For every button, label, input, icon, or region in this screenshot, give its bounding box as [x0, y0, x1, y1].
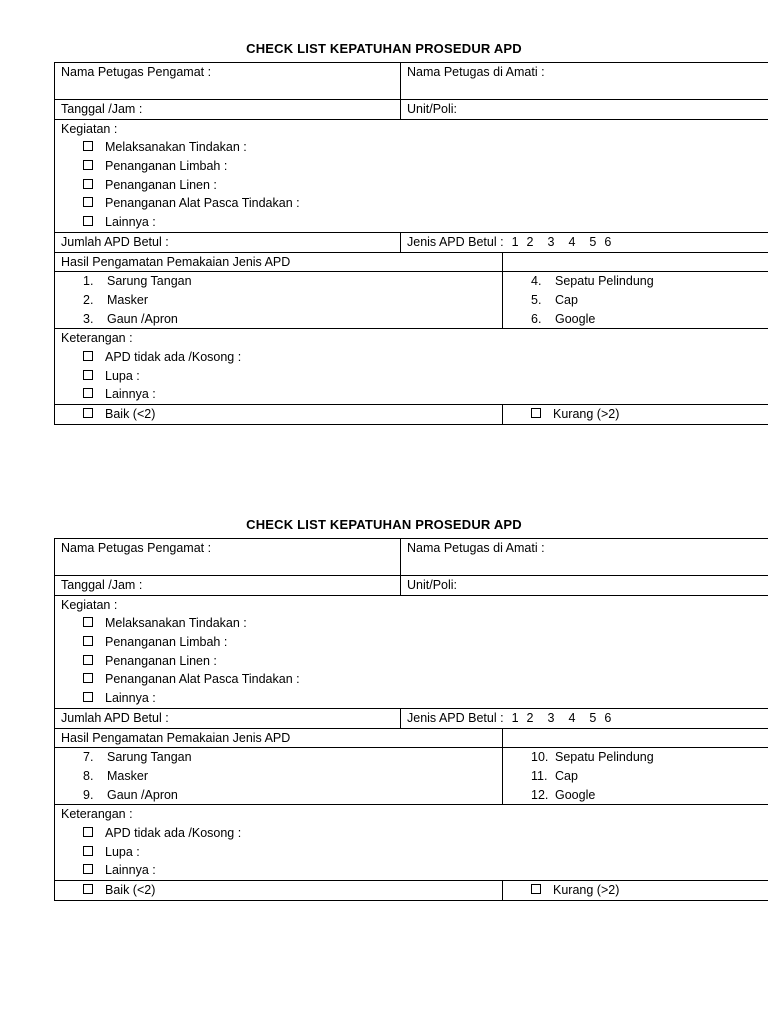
apd-item — [61, 310, 496, 329]
hasil-label: Hasil Pengamatan Pemakaian Jenis APD — [61, 254, 291, 269]
apd-item-number: 4. — [531, 274, 542, 289]
nama-diamati-cell[interactable] — [401, 539, 768, 576]
hasil-empty-cell — [503, 728, 768, 748]
kegiatan-item[interactable] — [61, 633, 768, 652]
keterangan-item[interactable] — [61, 367, 768, 386]
apd-left-list — [55, 748, 503, 805]
baik-label: Baik (<2) — [105, 883, 156, 898]
checklist-table — [54, 62, 768, 425]
tanggal-jam-label: Tanggal /Jam : — [61, 578, 143, 592]
tanggal-jam-label: Tanggal /Jam : — [61, 102, 143, 116]
kegiatan-item-label: Penanganan Limbah : — [105, 159, 228, 174]
apd-item-number: 7. — [83, 750, 94, 765]
checkbox-icon[interactable] — [83, 408, 93, 418]
jenis-number[interactable]: 1 — [511, 710, 519, 725]
checkbox-icon[interactable] — [83, 160, 93, 170]
checkbox-icon[interactable] — [83, 655, 93, 665]
checkbox-icon[interactable] — [83, 141, 93, 151]
apd-item — [509, 310, 768, 329]
keterangan-item-label: Lainnya : — [105, 387, 156, 402]
jenis-apd-numbers — [504, 711, 612, 725]
unit-poli-label: Unit/Poli: — [407, 102, 458, 116]
jumlah-apd-label: Jumlah APD Betul : — [61, 710, 169, 725]
hasil-empty-cell — [503, 252, 768, 272]
jenis-apd-label: Jenis APD Betul : — [407, 710, 504, 725]
jenis-number[interactable]: 3 — [547, 710, 555, 725]
hasil-label-cell — [55, 252, 503, 272]
form-title: CHECK LIST KEPATUHAN PROSEDUR APD — [246, 517, 522, 532]
nama-diamati-cell[interactable] — [401, 63, 768, 100]
kegiatan-item-label: Penanganan Linen : — [105, 653, 217, 668]
apd-item — [509, 272, 768, 291]
apd-item-label: Cap — [555, 292, 578, 307]
kurang-label: Kurang (>2) — [553, 407, 620, 422]
nama-pengamat-cell[interactable] — [55, 63, 401, 100]
jenis-apd-label: Jenis APD Betul : — [407, 234, 504, 249]
checklist-table — [54, 538, 768, 901]
apd-right-list — [503, 272, 768, 329]
checkbox-icon[interactable] — [83, 197, 93, 207]
checkbox-icon[interactable] — [83, 846, 93, 856]
checkbox-icon[interactable] — [83, 351, 93, 361]
kegiatan-item[interactable] — [61, 689, 768, 708]
kegiatan-label: Kegiatan : — [61, 597, 118, 612]
kegiatan-item[interactable] — [61, 614, 768, 633]
jenis-number[interactable]: 2 — [526, 710, 534, 725]
tanggal-jam-cell[interactable] — [55, 576, 401, 596]
apd-item-number: 1. — [83, 274, 94, 289]
kegiatan-item-label: Lainnya : — [105, 215, 156, 230]
apd-item-number: 2. — [83, 292, 94, 307]
kegiatan-item[interactable] — [61, 176, 768, 195]
hasil-label: Hasil Pengamatan Pemakaian Jenis APD — [61, 730, 291, 745]
kegiatan-item[interactable] — [61, 213, 768, 232]
kurang-cell[interactable] — [503, 405, 768, 425]
nama-pengamat-label: Nama Petugas Pengamat : — [61, 65, 212, 79]
kegiatan-item-label: Melaksanakan Tindakan : — [105, 140, 247, 155]
checkbox-icon[interactable] — [83, 216, 93, 226]
jenis-apd-cell[interactable] — [401, 232, 768, 252]
apd-item-label: Cap — [555, 768, 578, 783]
apd-item-number: 3. — [83, 311, 94, 326]
jenis-number[interactable]: 3 — [547, 234, 555, 249]
kegiatan-section — [55, 595, 768, 708]
checkbox-icon[interactable] — [83, 636, 93, 646]
kegiatan-item[interactable] — [61, 652, 768, 671]
unit-poli-cell[interactable] — [401, 576, 768, 596]
checklist-form-1 — [54, 40, 714, 425]
keterangan-item[interactable] — [61, 385, 768, 404]
checkbox-icon[interactable] — [83, 673, 93, 683]
apd-item — [509, 748, 768, 767]
apd-item-label: Sepatu Pelindung — [555, 274, 654, 289]
apd-item-number: 5. — [531, 292, 542, 307]
jumlah-apd-label: Jumlah APD Betul : — [61, 234, 169, 249]
apd-item-number: 11. — [531, 768, 548, 783]
apd-item — [61, 786, 496, 805]
baik-cell[interactable] — [55, 881, 503, 901]
checkbox-icon[interactable] — [531, 408, 541, 418]
kegiatan-item-label: Melaksanakan Tindakan : — [105, 616, 247, 631]
apd-item-label: Masker — [107, 768, 148, 783]
keterangan-item-label: APD tidak ada /Kosong : — [105, 825, 242, 840]
apd-item — [509, 786, 768, 805]
kegiatan-item-label: Penanganan Alat Pasca Tindakan : — [105, 196, 300, 211]
keterangan-item-label: Lainnya : — [105, 863, 156, 878]
jenis-number[interactable]: 6 — [604, 234, 612, 249]
kegiatan-label: Kegiatan : — [61, 121, 118, 136]
checkbox-icon[interactable] — [531, 884, 541, 894]
jenis-apd-numbers — [504, 235, 612, 249]
keterangan-section — [55, 805, 768, 881]
checkbox-icon[interactable] — [83, 864, 93, 874]
apd-item-label: Sepatu Pelindung — [555, 750, 654, 765]
kurang-label: Kurang (>2) — [553, 883, 620, 898]
baik-label: Baik (<2) — [105, 407, 156, 422]
keterangan-item[interactable] — [61, 861, 768, 880]
keterangan-label: Keterangan : — [61, 331, 133, 346]
checklist-form-2 — [54, 516, 714, 901]
baik-cell[interactable] — [55, 405, 503, 425]
tanggal-jam-cell[interactable] — [55, 100, 401, 120]
hasil-label-cell — [55, 728, 503, 748]
kegiatan-item[interactable] — [61, 194, 768, 213]
nama-pengamat-cell[interactable] — [55, 539, 401, 576]
apd-item-number: 10. — [531, 750, 549, 765]
kegiatan-section — [55, 119, 768, 232]
checkbox-icon[interactable] — [83, 884, 93, 894]
keterangan-label: Keterangan : — [61, 807, 133, 822]
keterangan-item[interactable] — [61, 348, 768, 367]
nama-diamati-label: Nama Petugas di Amati : — [407, 541, 545, 555]
kurang-cell[interactable] — [503, 881, 768, 901]
apd-item-label: Google — [555, 787, 596, 802]
jenis-apd-cell[interactable] — [401, 708, 768, 728]
apd-item-number: 8. — [83, 768, 94, 783]
apd-item-label: Gaun /Apron — [107, 787, 178, 802]
form-title: CHECK LIST KEPATUHAN PROSEDUR APD — [246, 41, 522, 56]
kegiatan-item-label: Penanganan Alat Pasca Tindakan : — [105, 672, 300, 687]
checkbox-icon[interactable] — [83, 617, 93, 627]
kegiatan-item-label: Lainnya : — [105, 691, 156, 706]
checkbox-icon[interactable] — [83, 692, 93, 702]
keterangan-item-label: Lupa : — [105, 368, 140, 383]
apd-item — [61, 748, 496, 767]
jenis-number[interactable]: 5 — [589, 710, 597, 725]
apd-item — [61, 272, 496, 291]
apd-item-label: Sarung Tangan — [107, 274, 192, 289]
jumlah-apd-cell[interactable] — [55, 708, 401, 728]
checkbox-icon[interactable] — [83, 388, 93, 398]
kegiatan-item[interactable] — [61, 670, 768, 689]
apd-item-number: 6. — [531, 311, 542, 326]
jenis-number[interactable]: 6 — [604, 710, 612, 725]
keterangan-section — [55, 329, 768, 405]
jenis-number[interactable]: 4 — [568, 234, 576, 249]
unit-poli-cell[interactable] — [401, 100, 768, 120]
apd-item — [509, 767, 768, 786]
keterangan-item[interactable] — [61, 824, 768, 843]
apd-item-label: Google — [555, 311, 596, 326]
kegiatan-item-label: Penanganan Linen : — [105, 177, 217, 192]
apd-right-list — [503, 748, 768, 805]
apd-item-label: Gaun /Apron — [107, 311, 178, 326]
jenis-number[interactable]: 4 — [568, 710, 576, 725]
jenis-number[interactable]: 5 — [589, 234, 597, 249]
nama-diamati-label: Nama Petugas di Amati : — [407, 65, 545, 79]
apd-item-number: 9. — [83, 787, 94, 802]
apd-item-number: 12. — [531, 787, 549, 802]
checkbox-icon[interactable] — [83, 827, 93, 837]
apd-item-label: Masker — [107, 292, 148, 307]
kegiatan-item-label: Penanganan Limbah : — [105, 635, 228, 650]
apd-left-list — [55, 272, 503, 329]
apd-item — [61, 291, 496, 310]
apd-item-label: Sarung Tangan — [107, 750, 192, 765]
nama-pengamat-label: Nama Petugas Pengamat : — [61, 541, 212, 555]
jenis-number[interactable]: 1 — [511, 234, 519, 249]
checkbox-icon[interactable] — [83, 370, 93, 380]
checkbox-icon[interactable] — [83, 179, 93, 189]
apd-item — [509, 291, 768, 310]
apd-item — [61, 767, 496, 786]
keterangan-item-label: Lupa : — [105, 844, 140, 859]
keterangan-item-label: APD tidak ada /Kosong : — [105, 349, 242, 364]
jenis-number[interactable]: 2 — [526, 234, 534, 249]
kegiatan-item[interactable] — [61, 138, 768, 157]
keterangan-item[interactable] — [61, 843, 768, 862]
kegiatan-item[interactable] — [61, 157, 768, 176]
jumlah-apd-cell[interactable] — [55, 232, 401, 252]
unit-poli-label: Unit/Poli: — [407, 578, 458, 592]
